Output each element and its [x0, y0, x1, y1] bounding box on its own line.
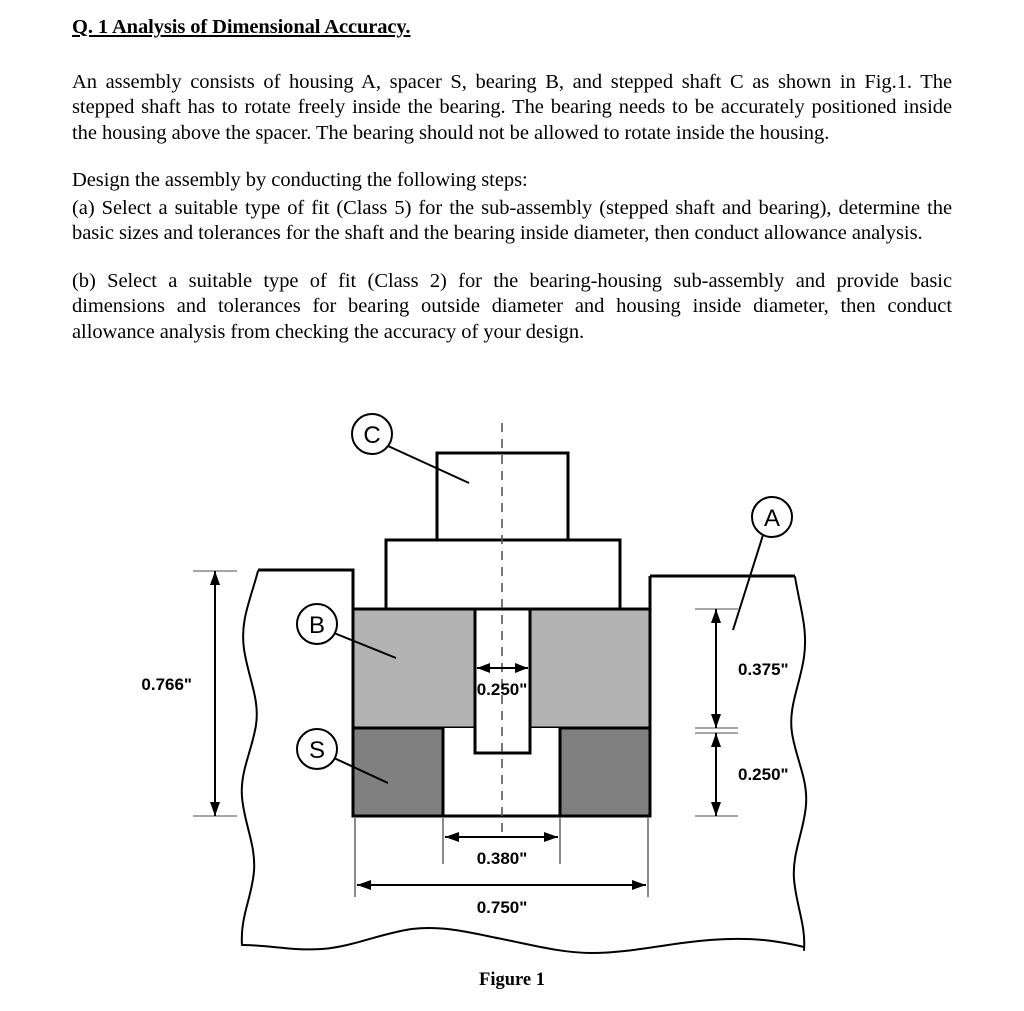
paragraph-steps-lead: Design the assembly by conducting the following steps:: [72, 169, 528, 192]
balloon-label-a: A: [763, 505, 781, 532]
spacer-right-section: [560, 728, 650, 816]
dim-label-0750: 0.750": [476, 898, 528, 917]
figure-caption: Figure 1: [479, 970, 545, 990]
arrowhead-left-0750: [357, 880, 371, 890]
question-title: Q. 1 Analysis of Dimensional Accuracy.: [72, 16, 411, 38]
paragraph-step-b: (b) Select a suitable type of fit (Class 2) for the bearing-housing sub-assembly and provide basic dimensions and tolerances for bearing outside diameter and housing inside diameter, then conduct allowance analysis from checking the accuracy of your design.: [72, 269, 952, 343]
balloon-label-b: B: [308, 612, 326, 639]
assembly-cross-section-drawing: [0, 405, 1024, 965]
figure-1: [0, 405, 1024, 1011]
bearing-left-section: [353, 609, 475, 728]
balloon-label-s: S: [308, 737, 326, 764]
paragraph-intro: An assembly consists of housing A, spacer S, bearing B, and stepped shaft C as shown in Fig.1. The stepped shaft has to rotate freely inside the bearing. The bearing needs to be accurately positioned inside the housing above the spacer. The bearing should not be allowed to rotate inside the housing.: [72, 70, 952, 144]
balloon-label-c: C: [363, 422, 381, 449]
dim-label-0250-lower: 0.250": [738, 765, 789, 784]
dim-label-0766: 0.766": [141, 675, 192, 694]
housing-right-body: [650, 576, 806, 950]
dim-label-0375: 0.375": [738, 660, 789, 679]
dimension-shaft-bore: [477, 663, 528, 699]
arrowhead-left-0380: [445, 832, 459, 842]
bearing-right-section: [530, 609, 650, 728]
dim-label-0250-bore: 0.250": [476, 680, 528, 699]
dim-label-0380: 0.380": [476, 849, 528, 868]
question-text-block: [72, 14, 952, 345]
arrowhead-right-0380: [544, 832, 558, 842]
shaft-flange: [386, 540, 620, 609]
arrowhead-right-0750: [632, 880, 646, 890]
paragraph-step-a: (a) Select a suitable type of fit (Class 5) for the sub-assembly (stepped shaft and bearing), determine the basic sizes and tolerances for the shaft and the bearing inside diameter, then conduct allowance analysis.: [72, 196, 952, 245]
